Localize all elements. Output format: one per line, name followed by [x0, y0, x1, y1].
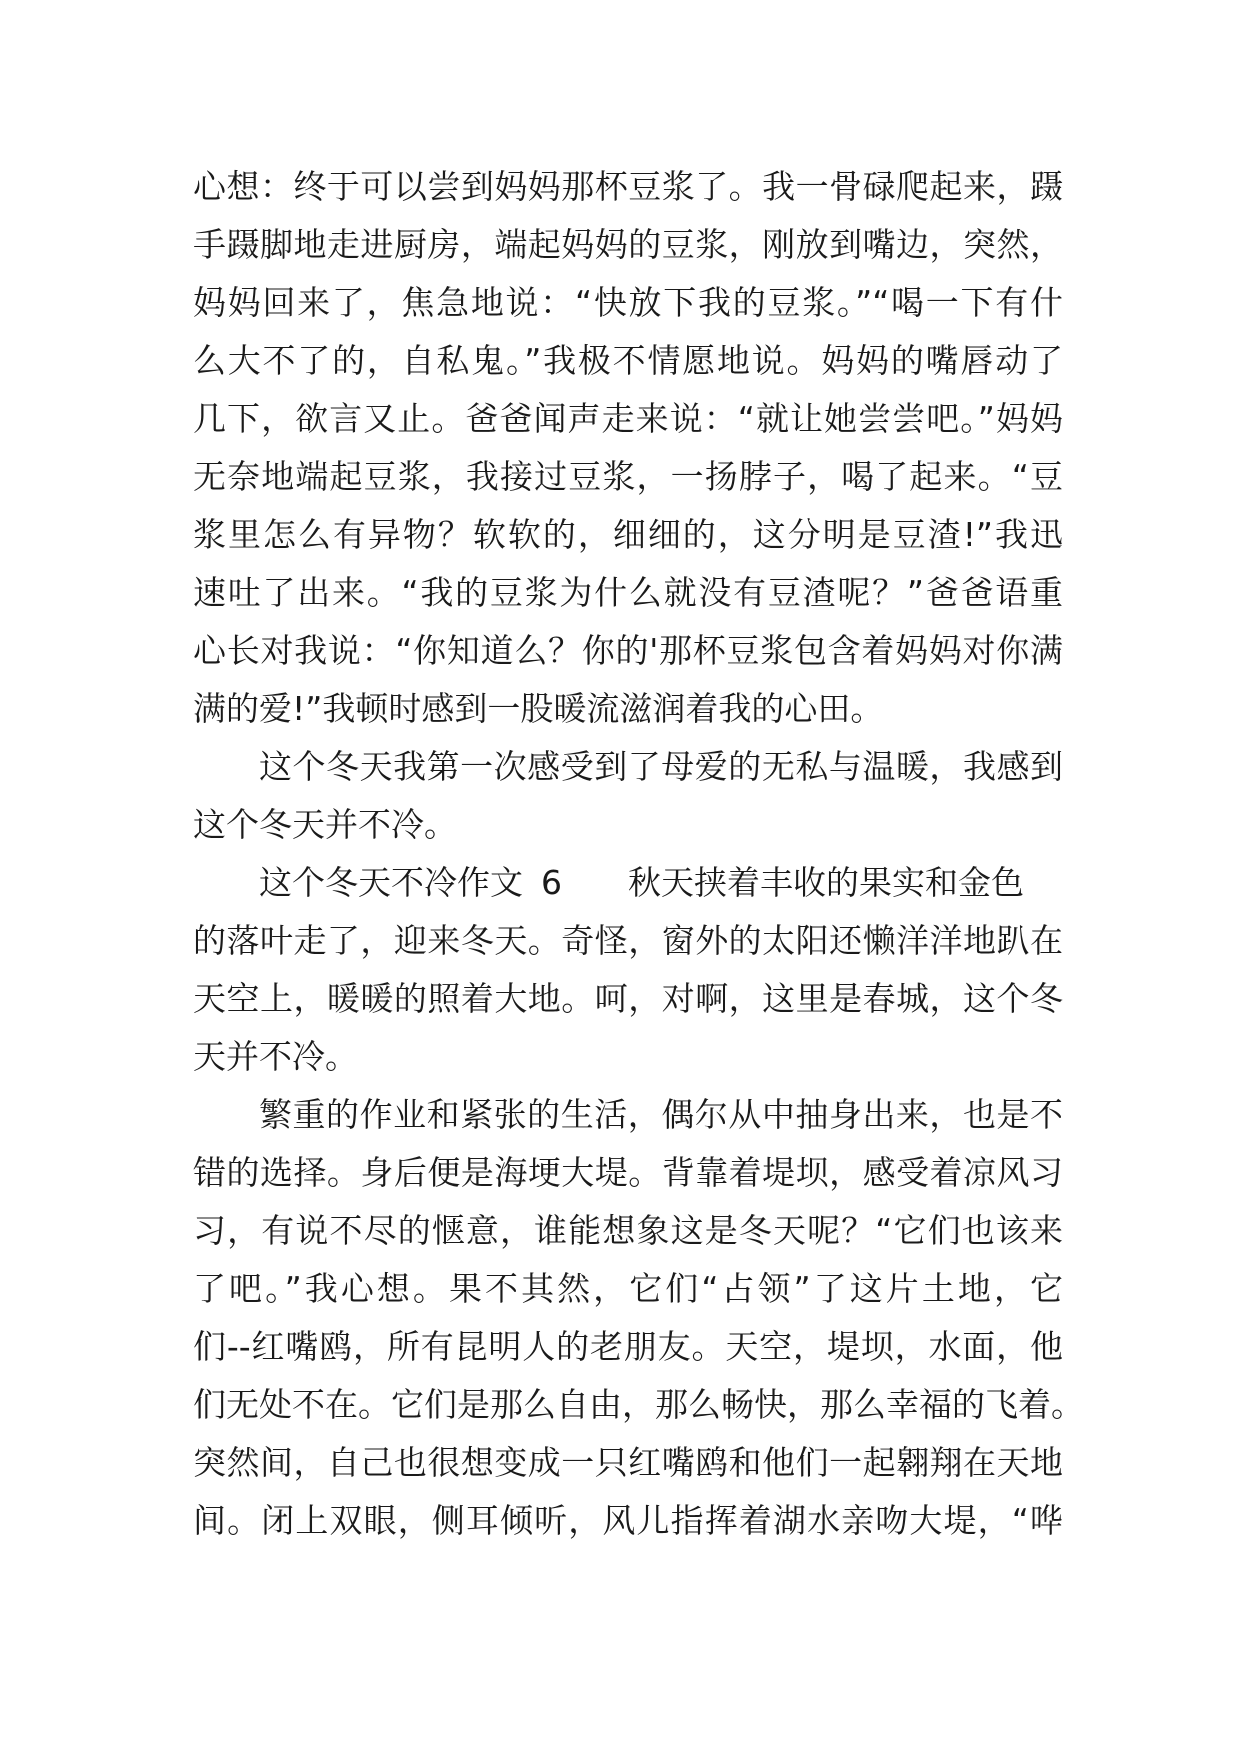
essay-heading-line: [193, 854, 1063, 912]
text-line: 的落叶走了，迎来冬天。奇怪，窗外的太阳还懒洋洋地趴在: [193, 921, 1063, 960]
paragraph-1: [193, 158, 1063, 738]
text-line: 这个冬天并不冷。: [193, 805, 457, 844]
text-line: 手蹑脚地走进厨房，端起妈妈的豆浆，刚放到嘴边，突然，: [193, 225, 1063, 264]
text-line: 浆里怎么有异物？软软的，细细的，这分明是豆渣!”我迅: [193, 515, 1063, 554]
text-line: 们--红嘴鸥，所有昆明人的老朋友。天空，堤坝，水面，他: [193, 1327, 1063, 1366]
text-line: 满的爱!”我顿时感到一股暖流滋润着我的心田。: [193, 689, 884, 728]
text-line: 了吧。”我心想。果不其然，它们“占领”了这片土地，它: [193, 1269, 1063, 1308]
text-line: 间。闭上双眼，侧耳倾听，风儿指挥着湖水亲吻大堤，“哗: [193, 1501, 1063, 1540]
text-line: 习，有说不尽的惬意，谁能想象这是冬天呢？“它们也该来: [193, 1211, 1063, 1250]
text-line: 心想：终于可以尝到妈妈那杯豆浆了。我一骨碌爬起来，蹑: [193, 167, 1063, 206]
essay-body: [193, 158, 1084, 1550]
text-line: 速吐了出来。“我的豆浆为什么就没有豆渣呢？”爸爸语重: [193, 573, 1063, 612]
text-line: 妈妈回来了，焦急地说：“快放下我的豆浆。”“喝一下有什: [193, 283, 1063, 322]
text-line: 这个冬天我第一次感受到了母爱的无私与温暖，我感到: [259, 747, 1063, 786]
text-line: 心长对我说：“你知道么？你的'那杯豆浆包含着妈妈对你满: [193, 631, 1063, 670]
text-line: 几下，欲言又止。爸爸闻声走来说：“就让她尝尝吧。”妈妈: [193, 399, 1063, 438]
text-line: 天空上，暖暖的照着大地。呵，对啊，这里是春城，这个冬: [193, 979, 1063, 1018]
text-line: 无奈地端起豆浆，我接过豆浆，一扬脖子，喝了起来。“豆: [193, 457, 1063, 496]
essay-number: 6: [541, 863, 562, 902]
text-line: 们无处不在。它们是那么自由，那么畅快，那么幸福的飞着。: [193, 1385, 1084, 1424]
paragraph-4: [193, 1086, 1084, 1550]
paragraph-3: [193, 854, 1063, 1086]
text-line: 天并不冷。: [193, 1037, 358, 1076]
text-line: 突然间，自己也很想变成一只红嘴鸥和他们一起翱翔在天地: [193, 1443, 1063, 1482]
text-line: 么大不了的，自私鬼。”我极不情愿地说。妈妈的嘴唇动了: [193, 341, 1063, 380]
essay-title: 这个冬天不冷作文: [259, 863, 523, 902]
text-line: 繁重的作业和紧张的生活，偶尔从中抽身出来，也是不: [259, 1095, 1063, 1134]
text-line-start: 秋天挟着丰收的果实和金色: [628, 863, 1024, 902]
text-line: 错的选择。身后便是海埂大堤。背靠着堤坝，感受着凉风习: [193, 1153, 1063, 1192]
paragraph-2: [193, 738, 1063, 854]
